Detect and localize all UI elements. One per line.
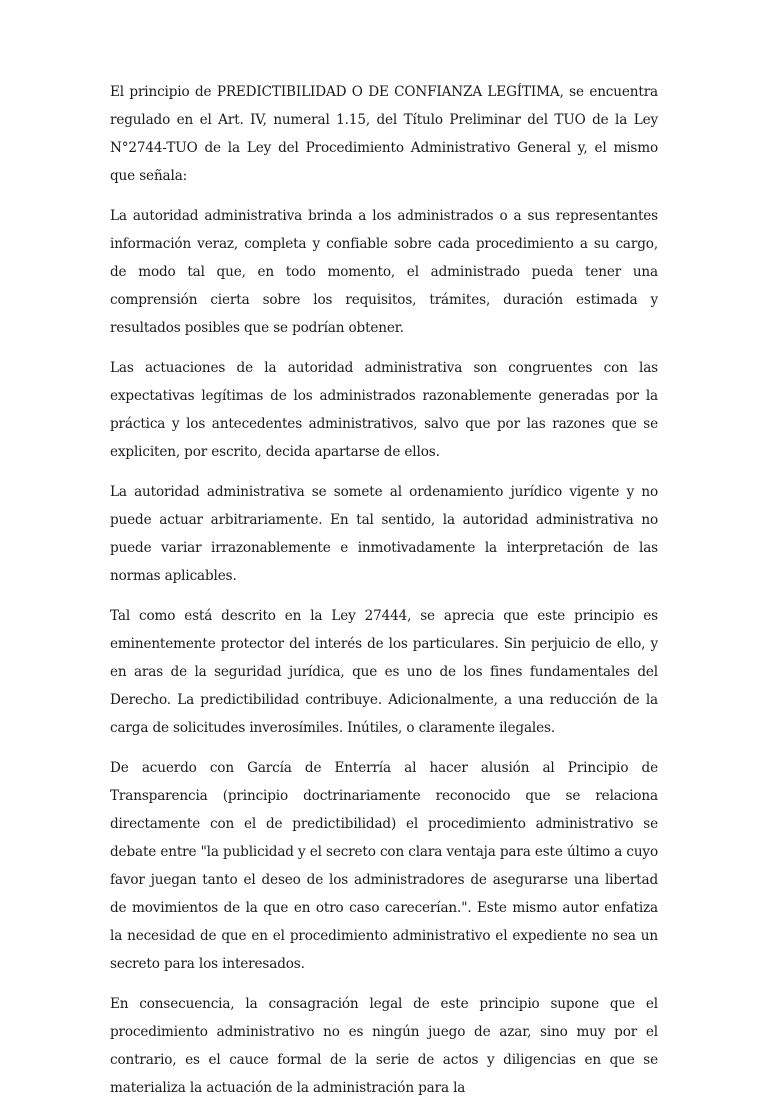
paragraph-3: Las actuaciones de la autoridad administrativa son congruentes con las expectativas legítimas de los administrados razonablemente generadas por la práctica y los antecedentes administrativos, salvo que por las razones que se expliciten, por escrito, decida apartarse de ellos. — [110, 360, 658, 460]
paragraph-2: La autoridad administrativa brinda a los administrados o a sus representantes información veraz, completa y confiable sobre cada procedimiento a su cargo, de modo tal que, en todo momento, el administrado pueda tener una comprensión cierta sobre los requisitos, trámites, duración estimada y resultados posibles que se podrían obtener. — [110, 208, 658, 336]
paragraph-6: De acuerdo con García de Enterría al hacer alusión al Principio de Transparencia (principio doctrinariamente reconocido que se relaciona directamente con el de predictibilidad) el procedimiento administrativo se debate entre "la publicidad y el secreto con clara ventaja para este último a cuyo favor juegan tanto el deseo de los administradores de asegurarse una libertad de movimientos de la que en otro caso carecerían.". Este mismo autor enfatiza la necesidad de que en el procedimiento administrativo el expediente no sea un secreto para los interesados. — [110, 760, 658, 972]
paragraph-7: En consecuencia, la consagración legal de este principio supone que el procedimiento administrativo no es ningún juego de azar, sino muy por el contrario, es el cauce formal de la serie de actos y diligencias en que se materializa la actuación de la administración para la — [110, 996, 658, 1096]
document-body — [110, 78, 658, 1114]
paragraph-4: La autoridad administrativa se somete al ordenamiento jurídico vigente y no puede actuar arbitrariamente. En tal sentido, la autoridad administrativa no puede variar irrazonablemente e inmotivadamente la interpretación de las normas aplicables. — [110, 484, 658, 584]
paragraph-1: El principio de PREDICTIBILIDAD O DE CONFIANZA LEGÍTIMA, se encuentra regulado en el Art. IV, numeral 1.15, del Título Preliminar del TUO de la Ley N°2744-TUO de la Ley del Procedimiento Administrativo General y, el mismo que señala: — [110, 84, 658, 184]
paragraph-5: Tal como está descrito en la Ley 27444, se aprecia que este principio es eminentemente protector del interés de los particulares. Sin perjuicio de ello, y en aras de la seguridad jurídica, que es uno de los fines fundamentales del Derecho. La predictibilidad contribuye. Adicionalmente, a una reducción de la carga de solicitudes inverosímiles. Inútiles, o claramente ilegales. — [110, 608, 658, 736]
